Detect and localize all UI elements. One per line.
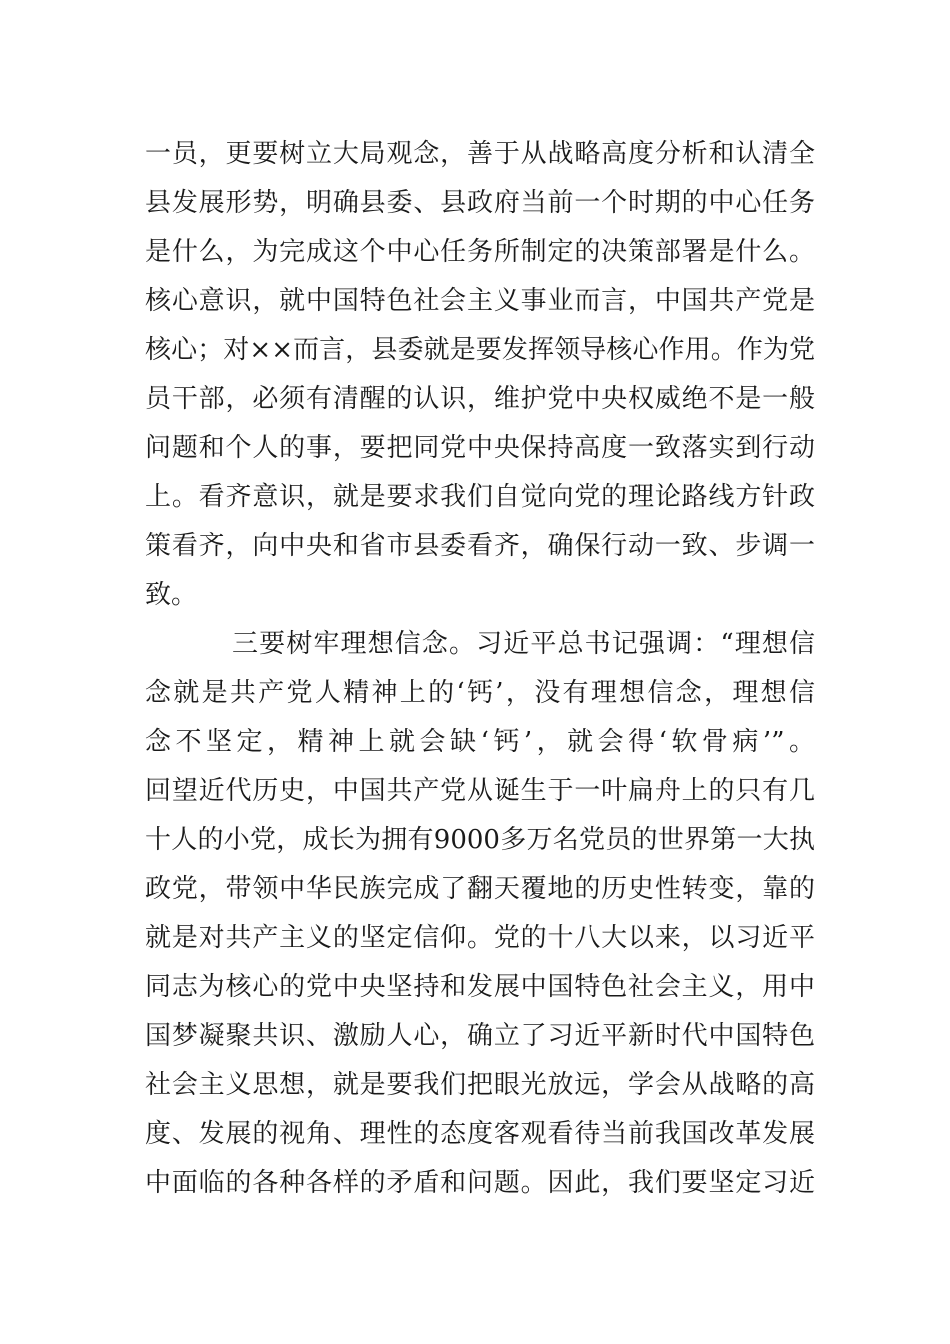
text-line: 念不坚定，精神上就会缺‘钙’，就会得‘软骨病’”。 <box>145 727 815 757</box>
text-line: 度、发展的视角、理性的态度客观看待当前我国改革发展 <box>145 1119 815 1149</box>
text-line: 中面临的各种各样的矛盾和问题。因此，我们要坚定习近 <box>145 1168 815 1198</box>
text-line: 上。看齐意识，就是要求我们自觉向党的理论路线方针政 <box>145 482 815 512</box>
text-line: 一员，更要树立大局观念，善于从战略高度分析和认清全 <box>145 139 815 169</box>
text-line: 十人的小党，成长为拥有9000多万名党员的世界第一大执 <box>145 825 815 855</box>
text-line: 同志为核心的党中央坚持和发展中国特色社会主义，用中 <box>145 972 815 1002</box>
text-line: 回望近代历史，中国共产党从诞生于一叶扁舟上的只有几 <box>145 776 815 806</box>
text-line: 是什么，为完成这个中心任务所制定的决策部署是什么。 <box>145 237 815 267</box>
text-line: 县发展形势，明确县委、县政府当前一个时期的中心任务 <box>145 188 815 218</box>
text-line: 员干部，必须有清醒的认识，维护党中央权威绝不是一般 <box>145 384 815 414</box>
text-line: 策看齐，向中央和省市县委看齐，确保行动一致、步调一 <box>145 531 815 561</box>
text-line: 致。 <box>145 580 198 610</box>
text-line: 政党，带领中华民族完成了翻天覆地的历史性转变，靠的 <box>145 874 815 904</box>
paragraph-start-line: 三要树牢理想信念。习近平总书记强调：“理想信 <box>232 629 815 659</box>
text-line: 问题和个人的事，要把同党中央保持高度一致落实到行动 <box>145 433 815 463</box>
text-line: 核心；对××而言，县委就是要发挥领导核心作用。作为党 <box>145 335 815 365</box>
text-line: 社会主义思想，就是要我们把眼光放远，学会从战略的高 <box>145 1070 815 1100</box>
text-line: 就是对共产主义的坚定信仰。党的十八大以来，以习近平 <box>145 923 815 953</box>
text-line: 念就是共产党人精神上的‘钙’，没有理想信念，理想信 <box>145 678 815 708</box>
text-line: 国梦凝聚共识、激励人心，确立了习近平新时代中国特色 <box>145 1021 815 1051</box>
text-line: 核心意识，就中国特色社会主义事业而言，中国共产党是 <box>145 286 815 316</box>
